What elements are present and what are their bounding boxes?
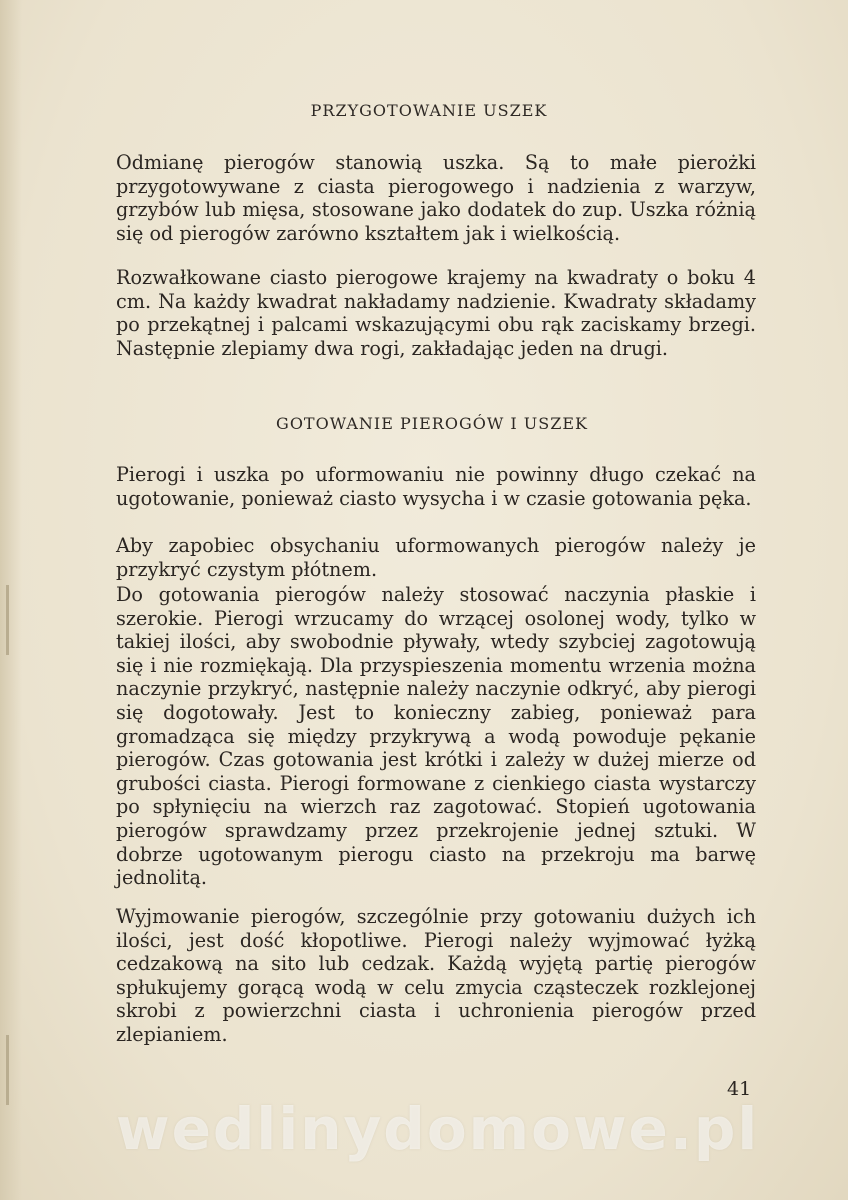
section-heading-przygotowanie-uszek: PRZYGOTOWANIE USZEK xyxy=(310,101,548,120)
page-gutter-shadow xyxy=(0,0,22,1200)
binding-mark xyxy=(6,1035,9,1105)
section-heading-gotowanie-pierogow: GOTOWANIE PIEROGÓW I USZEK xyxy=(276,414,588,433)
page-number: 41 xyxy=(727,1078,752,1100)
paragraph: Do gotowania pierogów należy stosować naczynia płaskie i szerokie. Pierogi wrzucamy do wrzącej osolonej wody, tylko w takiej ilości, aby swobodnie pływały, wtedy szybciej zagotowują się i nie rozmiękają. Dla przyspieszenia momentu wrzenia można naczynie przykryć, następnie należy naczynie odkryć, aby pierogi się dogotowały. Jest to konieczny zabieg, ponieważ para gromadząca się między przykrywą a wodą powoduje pękanie pierogów. Czas gotowania jest krótki i zależy w dużej mierze od grubości ciasta. Pierogi formowane z cienkiego ciasta wystarczy po spłynięciu na wierzch raz zagotować. Stopień ugotowania pierogów sprawdzamy przez przekrojenie jednej sztuki. W dobrze ugotowanym pierogu ciasto na przekroju ma barwę jednolitą. xyxy=(116,583,756,890)
paragraph: Rozwałkowane ciasto pierogowe krajemy na kwadraty o boku 4 cm. Na każdy kwadrat nakładamy nadzienie. Kwadraty składamy po przekątnej i palcami wskazującymi obu rąk zaciskamy brzegi. Następnie zlepiamy dwa rogi, zakładając jeden na drugi. xyxy=(116,266,756,360)
binding-mark xyxy=(6,585,9,655)
watermark: wedlinydomowe.pl xyxy=(116,1095,760,1163)
paragraph: Pierogi i uszka po uformowaniu nie powinny długo czekać na ugotowanie, ponieważ ciasto wysycha i w czasie gotowania pęka. xyxy=(116,463,756,510)
paragraph: Wyjmowanie pierogów, szczególnie przy gotowaniu dużych ich ilości, jest dość kłopotliwe. Pierogi należy wyjmować łyżką cedzakową na sito lub cedzak. Każdą wyjętą partię pierogów spłukujemy gorącą wodą w celu zmycia cząsteczek rozklejonej skrobi z powierzchni ciasta i uchronienia pierogów przed zlepianiem. xyxy=(116,905,756,1046)
paragraph: Odmianę pierogów stanowią uszka. Są to małe pierożki przygotowywane z ciasta pierogowego i nadzienia z warzyw, grzybów lub mięsa, stosowane jako dodatek do zup. Uszka różnią się od pierogów zarówno kształtem jak i wielkością. xyxy=(116,151,756,245)
paragraph: Aby zapobiec obsychaniu uformowanych pierogów należy je przykryć czystym płótnem. xyxy=(116,534,756,581)
